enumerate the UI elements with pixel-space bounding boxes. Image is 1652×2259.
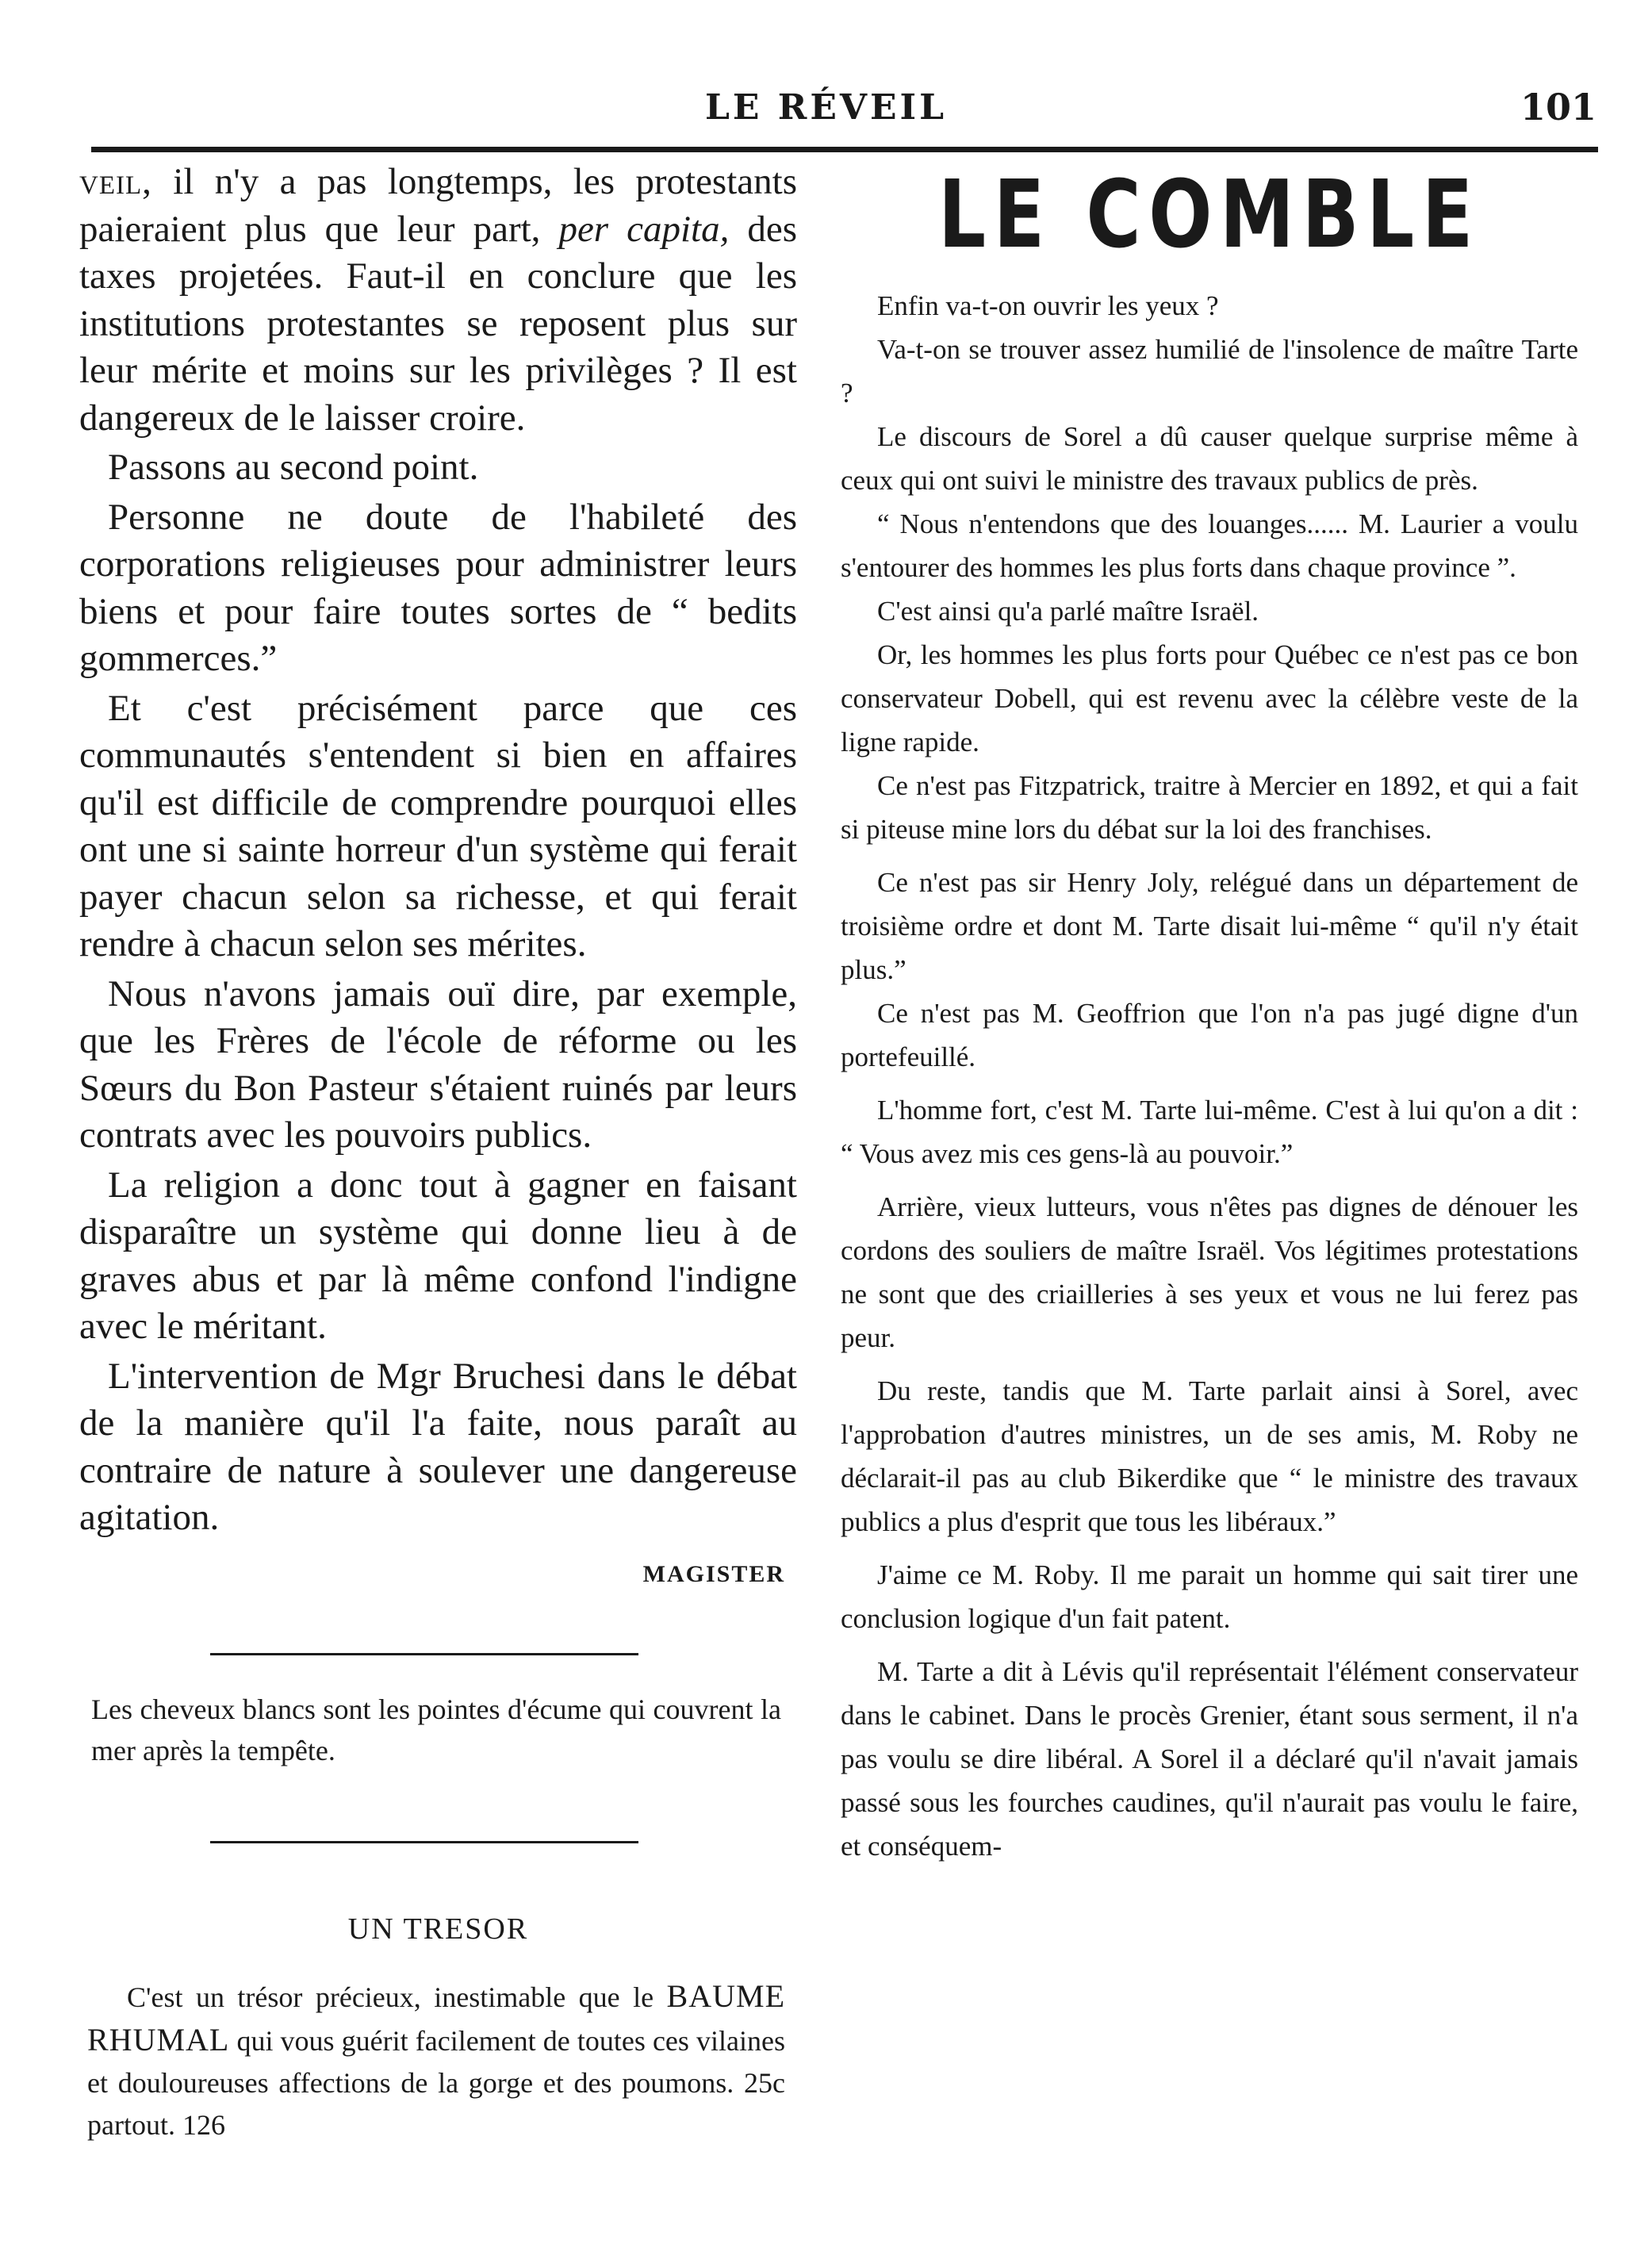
paragraph: Va-t-on se trouver assez humilié de l'insolence de maître Tarte ? [841, 334, 1578, 408]
paragraph: L'intervention de Mgr Bruchesi dans le débat de la manière qu'il l'a faite, nous paraît au contraire de nature à soulever une dangereuse agitation. [79, 1355, 797, 1538]
paragraph: Ce n'est pas M. Geoffrion que l'on n'a pas jugé digne d'un portefeuillé. [841, 998, 1578, 1072]
paragraph: “ Nous n'entendons que des louanges...... M. Laurier a voulu s'entourer des hommes les plus forts dans chaque province ”. [841, 508, 1578, 583]
paragraph: Ce n'est pas Fitzpatrick, traitre à Mercier en 1892, et qui a fait si piteuse mine lors du débat sur la loi des franchises. [841, 770, 1578, 845]
paragraph: Or, les hommes les plus forts pour Québec ce n'est pas ce bon conservateur Dobell, qui est revenu avec la célèbre veste de la ligne rapide. [841, 639, 1578, 757]
paragraph: C'est ainsi qu'a parlé maître Israël. [877, 596, 1259, 627]
continued-word: veil, [79, 161, 152, 202]
running-header [0, 79, 1652, 143]
article-headline: LE COMBLE [938, 159, 1481, 269]
quote: Les cheveux blancs sont les pointes d'écume qui couvrent la mer après la tempête. [91, 1693, 781, 1766]
paragraph-text: il n'y a pas longtemps, les protestants paieraient plus que leur part, [79, 161, 797, 250]
paragraph: Arrière, vieux lutteurs, vous n'êtes pas dignes de dénouer les cordons des souliers de maître Israël. Vos légitimes protestations ne sont que des criailleries à ses yeux et vous ne lui ferez pas peur. [841, 1191, 1578, 1353]
paragraph: Enfin va-t-on ouvrir les yeux ? [877, 290, 1219, 321]
author-signature: MAGISTER [642, 1560, 785, 1587]
paragraph: Du reste, tandis que M. Tarte parlait ainsi à Sorel, avec l'approbation d'autres ministres, un de ses amis, M. Roby ne déclarait-il pas au club Bikerdike que “ le ministre des travaux publics a plus d'esprit que tous les libéraux.” [841, 1375, 1578, 1537]
italic-phrase: per capita, [558, 208, 730, 250]
paragraph: Passons au second point. [108, 447, 479, 488]
paragraph: Et c'est précisément parce que ces communautés s'entendent si bien en affaires qu'il est difficile de comprendre pourquoi elles ont une si sainte horreur d'un système qui ferait payer chacun selon sa richesse, et qui ferait rendre à chacun selon ses mérites. [79, 687, 797, 965]
paragraph: Le discours de Sorel a dû causer quelque surprise même à ceux qui ont suivi le ministre des travaux publics de près. [841, 421, 1578, 496]
paragraph: Ce n'est pas sir Henry Joly, relégué dans un département de troisième ordre et dont M. Tarte disait lui-même “ qu'il n'y était plus.” [841, 867, 1578, 985]
section-divider [210, 1841, 638, 1843]
header-rule [91, 147, 1598, 152]
ad-text: C'est un trésor précieux, inestimable que le [127, 1981, 667, 2013]
ad-brand-name: BAUME RHUMAL [87, 1977, 785, 2058]
paragraph: La religion a donc tout à gagner en faisant disparaître un système qui donne lieu à de graves abus et par là même confond l'indigne avec le méritant. [79, 1164, 797, 1347]
left-column [79, 159, 797, 2146]
paragraph-continued [79, 159, 797, 442]
advertisement [79, 1975, 797, 2146]
ad-heading: UN TRESOR [347, 1912, 529, 1946]
paragraph-text: des taxes projetées. Faut-il en conclure que les institutions protestantes se reposent plus sur leur mérite et moins sur les privilèges ? Il est dangereux de le laisser croire. [79, 208, 797, 439]
paragraph: M. Tarte a dit à Lévis qu'il représentait l'élément conservateur dans le cabinet. Dans le procès Grenier, étant sous serment, il n'a pas voulu se dire libéral. A Sorel il a déclaré qu'il n'avait jamais passé sous les fourches caudines, qu'il n'aurait pas voulu le faire, et conséquem- [841, 1656, 1578, 1862]
section-divider [210, 1653, 638, 1655]
paragraph: Nous n'avons jamais ouï dire, par exemple, que les Frères de l'école de réforme ou les Sœurs du Bon Pasteur s'étaient ruinés par leurs contrats avec les pouvoirs publics. [79, 972, 797, 1156]
right-column [841, 159, 1578, 1868]
page-number: 101 [1520, 86, 1596, 128]
publication-title: LE RÉVEIL [704, 87, 948, 128]
paragraph: J'aime ce M. Roby. Il me parait un homme qui sait tirer une conclusion logique d'un fait patent. [841, 1559, 1578, 1634]
paragraph: L'homme fort, c'est M. Tarte lui-même. C'est à lui qu'on a dit : “ Vous avez mis ces gens-là au pouvoir.” [841, 1095, 1578, 1169]
ad-text: qui vous guérit facilement de toutes ces vilaines et douloureuses affections de la gorge et des poumons. 25c partout. 126 [87, 2024, 785, 2141]
paragraph: Personne ne doute de l'habileté des corporations religieuses pour administrer leurs biens et pour faire toutes sortes de “ bedits gommerces.” [79, 496, 797, 679]
